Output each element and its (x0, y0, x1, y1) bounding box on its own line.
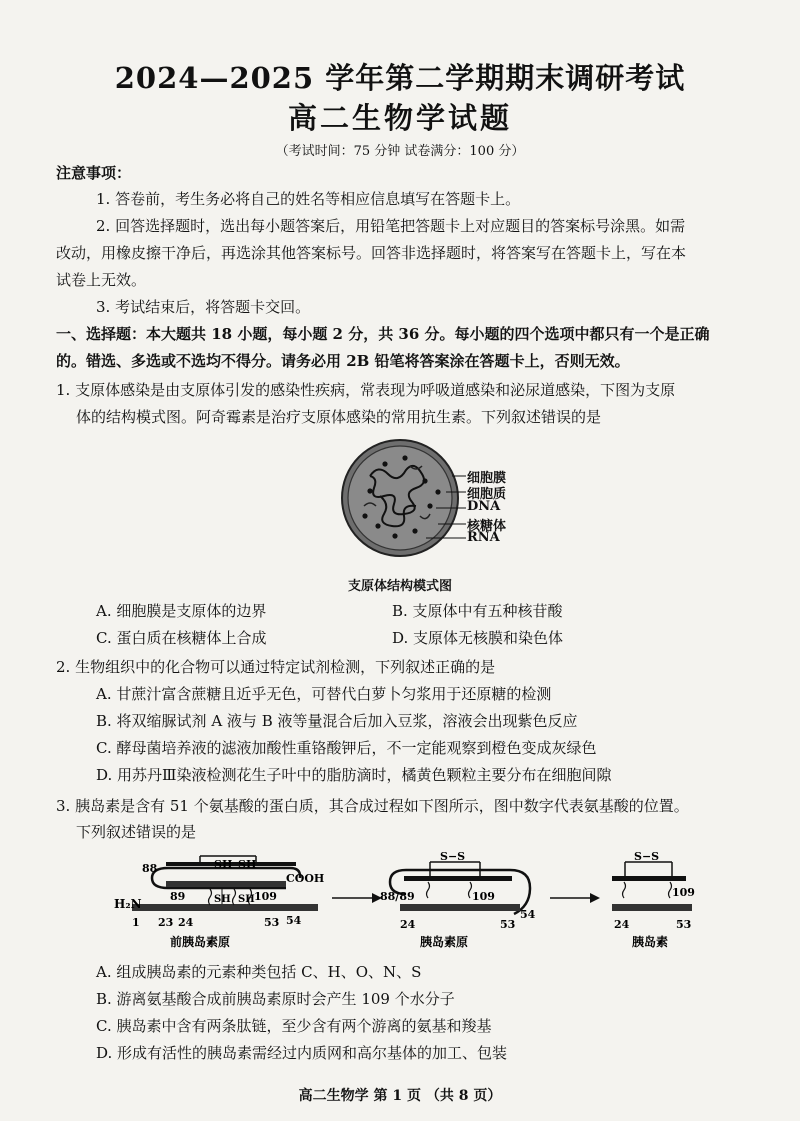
fig-n109: 109 (254, 890, 277, 903)
q3-stem-line2: 下列叙述错误的是 (76, 823, 197, 841)
q2-option-d: D. 用苏丹Ⅲ染液检测花生子叶中的脂肪滴时，橘黄色颗粒主要分布在细胞间隙 (96, 766, 612, 784)
q3-option-a: A. 组成胰岛素的元素种类包括 C、H、O、N、S (96, 963, 422, 981)
fig-n53: 53 (264, 916, 280, 929)
mycoplasma-diagram (340, 436, 540, 566)
fig-sh-4: SH (238, 894, 255, 905)
fig-sh-1: SH (214, 858, 233, 871)
q2-option-c: C. 酵母菌培养液的滤液加酸性重铬酸钾后，不一定能观察到橙色变成灰绿色 (96, 739, 597, 757)
label-rna: RNA (467, 530, 500, 545)
q2-option-b: B. 将双缩脲试剂 A 液与 B 液等量混合后加入豆浆，溶液会出现紫色反应 (96, 712, 578, 730)
fig-cooh: COOH (286, 872, 325, 885)
fig-n53-c: 53 (676, 918, 692, 931)
label-dna: DNA (467, 499, 501, 514)
fig-sh-2: SH (238, 858, 257, 871)
fig-ss-2: S−S (440, 850, 466, 863)
q1-option-b: B. 支原体中有五种核苷酸 (392, 602, 563, 620)
insulin-synthesis-diagram (110, 848, 710, 958)
exam-meta: （考试时间：75 分钟 试卷满分：100 分） (275, 144, 525, 159)
q1-option-a: A. 细胞膜是支原体的边界 (96, 602, 267, 620)
fig-n24: 24 (178, 916, 194, 929)
notice-item-1: 1. 答卷前，考生务必将自己的姓名等相应信息填写在答题卡上。 (96, 190, 521, 208)
fig-n24-c: 24 (614, 918, 630, 931)
fig-sh-3: SH (214, 894, 231, 905)
fig-label-proinsulin: 胰岛素原 (420, 935, 469, 949)
fig-n88-89: 88/89 (380, 890, 415, 903)
q1-stem-line2: 体的结构模式图。阿奇霉素是治疗支原体感染的常用抗生素。下列叙述错误的是 (76, 408, 602, 426)
page-footer: 高二生物学 第 1 页 （共 8 页） (298, 1088, 502, 1104)
fig-n24-b: 24 (400, 918, 416, 931)
q3-option-b: B. 游离氨基酸合成前胰岛素原时会产生 109 个水分子 (96, 990, 455, 1008)
q3-stem-line1: 3. 胰岛素是含有 51 个氨基酸的蛋白质，其合成过程如下图所示，图中数字代表氨基酸的位置。 (56, 797, 689, 815)
q1-option-c: C. 蛋白质在核糖体上合成 (96, 629, 267, 647)
fig-label-insulin: 胰岛素 (632, 935, 669, 949)
notice-item-2-line1: 2. 回答选择题时，选出每小题答案后，用铅笔把答题卡上对应题目的答案标号涂黑。如需 (96, 217, 686, 235)
label-cell-membrane: 细胞膜 (467, 471, 507, 486)
q3-option-c: C. 胰岛素中含有两条肽链，至少含有两个游离的氨基和羧基 (96, 1017, 492, 1035)
q1-stem-line1: 1. 支原体感染是由支原体引发的感染性疾病，常表现为呼吸道感染和泌尿道感染，下图为支原 (56, 381, 676, 399)
label-ribosome: 核糖体 (467, 519, 507, 534)
q1-figure-caption: 支原体结构模式图 (347, 579, 452, 594)
fig-h2n: H₂N (114, 897, 142, 911)
section-1-line1: 一、选择题：本大题共 18 小题，每小题 2 分，共 36 分。每小题的四个选项中都只有一个是正确 (56, 325, 710, 343)
notice-item-2-line2: 改动，用橡皮擦干净后，再选涂其他答案标号。回答非选择题时，将答案写在答题卡上，写在本 (56, 244, 687, 262)
fig-n23: 23 (158, 916, 174, 929)
fig-n54: 54 (286, 914, 302, 927)
notice-heading: 注意事项： (56, 164, 132, 182)
fig-n88: 88 (142, 862, 158, 875)
q1-option-d: D. 支原体无核膜和染色体 (392, 629, 564, 647)
fig-n53-b: 53 (500, 918, 516, 931)
exam-title: 2024—2025 学年第二学期期末调研考试 (114, 61, 686, 95)
q2-option-a: A. 甘蔗汁富含蔗糖且近乎无色，可替代白萝卜匀浆用于还原糖的检测 (96, 685, 552, 703)
fig-n109-b: 109 (472, 890, 495, 903)
q3-option-d: D. 形成有活性的胰岛素需经过内质网和高尔基体的加工、包装 (96, 1044, 508, 1062)
fig-n1: 1 (132, 916, 140, 929)
notice-item-3: 3. 考试结束后，将答题卡交回。 (96, 298, 311, 316)
fig-n89: 89 (170, 890, 186, 903)
fig-n54-b: 54 (520, 908, 536, 921)
exam-subtitle: 高二生物学试题 (287, 101, 512, 135)
fig-n109-c: 109 (672, 886, 695, 899)
fig-ss-3: S−S (634, 850, 660, 863)
q2-stem: 2. 生物组织中的化合物可以通过特定试剂检测，下列叙述正确的是 (56, 658, 496, 676)
notice-item-2-line3: 试卷上无效。 (56, 271, 147, 289)
section-1-line2: 的。错选、多选或不选均不得分。请务必用 2B 铅笔将答案涂在答题卡上，否则无效。 (56, 352, 630, 370)
fig-label-preproinsulin: 前胰岛素原 (170, 935, 231, 949)
label-cytoplasm: 细胞质 (467, 487, 507, 502)
